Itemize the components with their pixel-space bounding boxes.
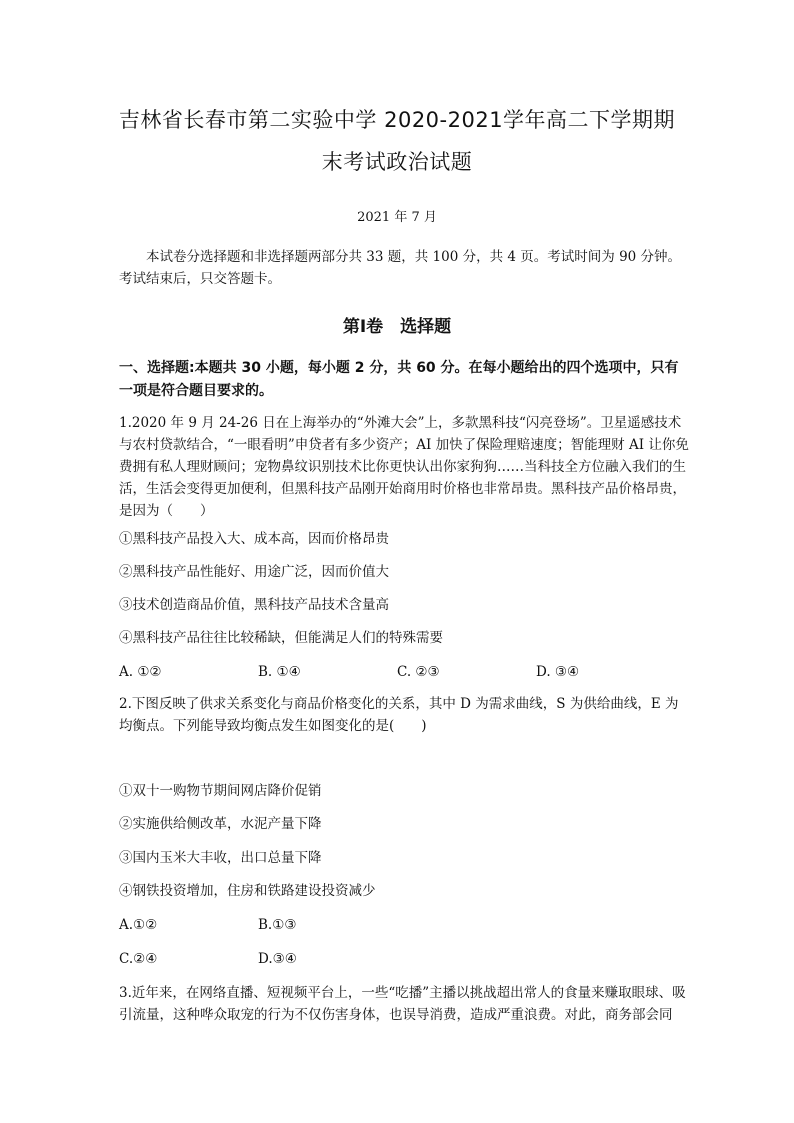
document-title-line1: 吉林省长春市第二实验中学 2020-2021学年高二下学期期	[118, 108, 676, 132]
exam-intro: 本试卷分选择题和非选择题两部分共 33 题，共 100 分，共 4 页。考试时间为 90 分钟。考试结束后，只交答题卡。	[119, 249, 682, 287]
document-title-line2: 末考试政治试题	[321, 150, 473, 174]
question-1-option-a: A. ①②	[119, 664, 162, 680]
question-2-stem: 2.下图反映了供求关系变化与商品价格变化的关系，其中 D 为需求曲线，S 为供给曲线，E 为均衡点。下列能导致均衡点发生如图变化的是( )	[119, 696, 679, 734]
section-title: 第Ⅰ卷 选择题	[342, 317, 452, 337]
question-1-item: ④黑科技产品往往比较稀缺，但能满足人们的特殊需要	[119, 630, 443, 646]
section-instruction: 一、选择题:本题共 30 小题，每小题 2 分，共 60 分。在每小题给出的四个选项中，只有一项是符合题目要求的。	[119, 360, 679, 399]
question-1-item: ①黑科技产品投入大、成本高，因而价格昂贵	[119, 531, 389, 547]
question-1-item: ③技术创造商品价值，黑科技产品技术含量高	[119, 597, 389, 613]
question-3-stem: 3.近年来，在网络直播、短视频平台上，一些“吃播”主播以挑战超出常人的食量来赚取眼球、吸引流量，这种哗众取宠的行为不仅伤害身体，也误导消费，造成严重浪费。对此，商务部会同	[119, 985, 686, 1023]
question-2-option-c: C.②④	[119, 951, 158, 967]
question-1-item: ②黑科技产品性能好、用途广泛，因而价值大	[119, 564, 389, 580]
question-1-option-c: C. ②③	[397, 664, 440, 680]
question-1-option-b: B. ①④	[258, 664, 301, 680]
question-2-item: ②实施供给侧改革，水泥产量下降	[119, 816, 322, 832]
question-1-stem: 1.2020 年 9 月 24-26 日在上海举办的“外滩大会”上，多款黑科技“闪亮登场”。卫星遥感技术与农村贷款结合，“一眼看明”申贷者有多少资产；AI 加快了保险理赔速度；智能理财 AI 让你免费拥有私人理财顾问；宠物鼻纹识别技术比你更快认出你家狗狗……当科技全方位融入我们的生活，生活会变得更加便利，但黑科技产品刚开始商用时价格也非常昂贵。黑科技产品价格昂贵，是因为（ ）	[119, 415, 689, 519]
question-2-option-d: D.③④	[258, 951, 297, 967]
question-2-item: ③国内玉米大丰收，出口总量下降	[119, 850, 322, 866]
question-2-option-a: A.①②	[119, 917, 158, 933]
question-1-option-d: D. ③④	[536, 664, 580, 680]
question-2-item: ④钢铁投资增加，住房和铁路建设投资减少	[119, 883, 376, 899]
question-2-item: ①双十一购物节期间网店降价促销	[119, 783, 322, 799]
question-2-option-b: B.①③	[258, 917, 297, 933]
document-date: 2021 年 7 月	[357, 210, 437, 225]
